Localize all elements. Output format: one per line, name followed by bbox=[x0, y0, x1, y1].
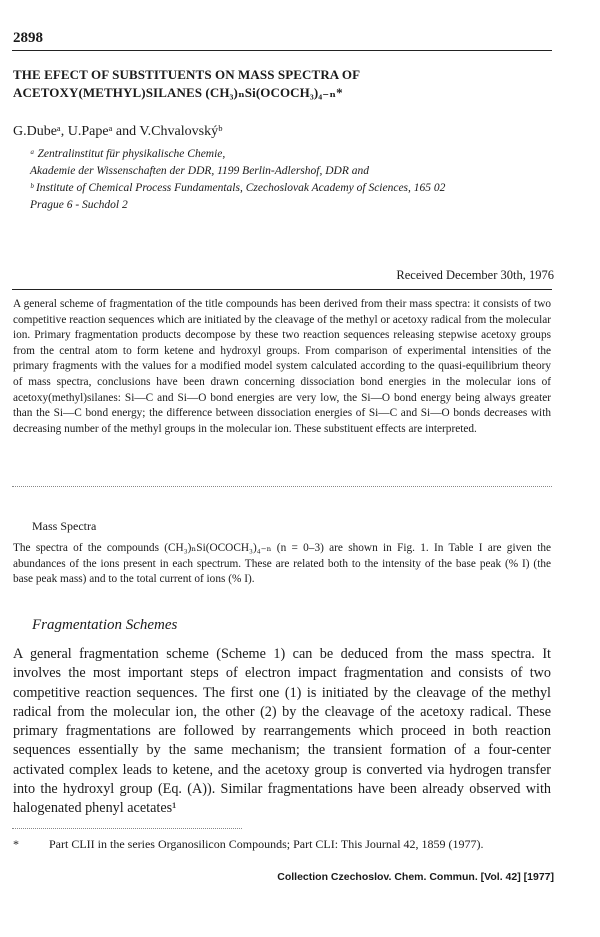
paragraph-mass-spectra: The spectra of the compounds (CH₃)ₙSi(OCOCH₃)₄₋ₙ (n = 0–3) are shown in Fig. 1. In Table I are given the abundances of the ions present in each spectrum. These are related both to the intensity of the base peak (% I) (the base peak mass) and to the total current of ions (% I). bbox=[13, 542, 551, 586]
article-title bbox=[13, 66, 553, 102]
abstract: A general scheme of fragmentation of the title compounds has been derived from their mass spectra: it consists of two competitive reaction sequences which are initiated by the cleavage of the methyl or acetoxy radical from the molecular ion. Primary fragmentation products decompose by these two reaction sequences releasing stepwise acetoxy groups from the central atom to form ketene and hydroxyl groups. From comparison of experimental intensities of the primary fragments with the values for a modified model system calculated according to the quasi-equilibrium theory of mass spectra, conclusions have been drawn concerning dissociation bond energies in the molecular ions of acetoxy(methyl)silanes: Si—C and Si—O bond energies are very low, the Si—O bond energy being always greater than the Si—C bond energy; the difference between dissociation energies of Si—C and Si—O bonds decreases with decreasing number of the methyl groups in the molecular ion. These substituent effects are interpreted. bbox=[13, 298, 551, 435]
abstract-bottom-rule bbox=[12, 486, 552, 487]
journal-footer: Collection Czechoslov. Chem. Commun. [Vol. 42] [1977] bbox=[277, 871, 554, 883]
header-rule bbox=[12, 50, 552, 51]
affiliations bbox=[30, 146, 550, 214]
section-heading-fragmentation: Fragmentation Schemes bbox=[32, 617, 178, 633]
page-number: 2898 bbox=[13, 30, 43, 46]
footnote-rule bbox=[12, 828, 242, 829]
affiliation-line: Akademie der Wissenschaften der DDR, 1199 Berlin-Adlershof, DDR and bbox=[30, 165, 369, 177]
footnote-marker: * bbox=[13, 837, 19, 851]
section-heading-mass-spectra: Mass Spectra bbox=[32, 519, 97, 533]
footnote-text: Part CLII in the series Organosilicon Compounds; Part CLI: This Journal 42, 1859 (1977). bbox=[49, 837, 484, 851]
title-line-2: ACETOXY(METHYL)SILANES (CH₃)ₙSi(OCOCH₃)₄₋ₙ* bbox=[13, 85, 343, 100]
abstract-top-rule bbox=[12, 289, 552, 290]
affiliation-line: ᵇ Institute of Chemical Process Fundamentals, Czechoslovak Academy of Sciences, 165 02 bbox=[30, 182, 446, 194]
title-line-1: THE EFECT OF SUBSTITUENTS ON MASS SPECTRA OF bbox=[13, 67, 361, 82]
received-date: Received December 30th, 1976 bbox=[396, 268, 554, 282]
affiliation-line: ᵃ Zentralinstitut für physikalische Chemie, bbox=[30, 148, 226, 160]
authors: G.Dubeᵃ, U.Papeᵃ and V.Chvalovskýᵇ bbox=[13, 124, 223, 139]
paragraph-fragmentation: A general fragmentation scheme (Scheme 1) can be deduced from the mass spectra. It involves the most important steps of electron impact fragmentation and consists of two competitive reaction sequences. The first one (1) is initiated by the cleavage of the methyl radical from the molecular ion, the other (2) by the cleavage of the acetoxy radical. These primary fragmentations are followed by rearrangements which proceed in both reaction sequences essentially by the same mechanism; the transient formation of a four-center activated complex leads to ketene, and the acetoxy group is converted via hydrogen transfer into the hydroxyl group (Eq. (A)). Similar fragmentations have been already observed with halogenated phenyl acetates¹ bbox=[13, 646, 551, 817]
footnote bbox=[13, 837, 553, 852]
affiliation-line: Prague 6 - Suchdol 2 bbox=[30, 199, 128, 211]
